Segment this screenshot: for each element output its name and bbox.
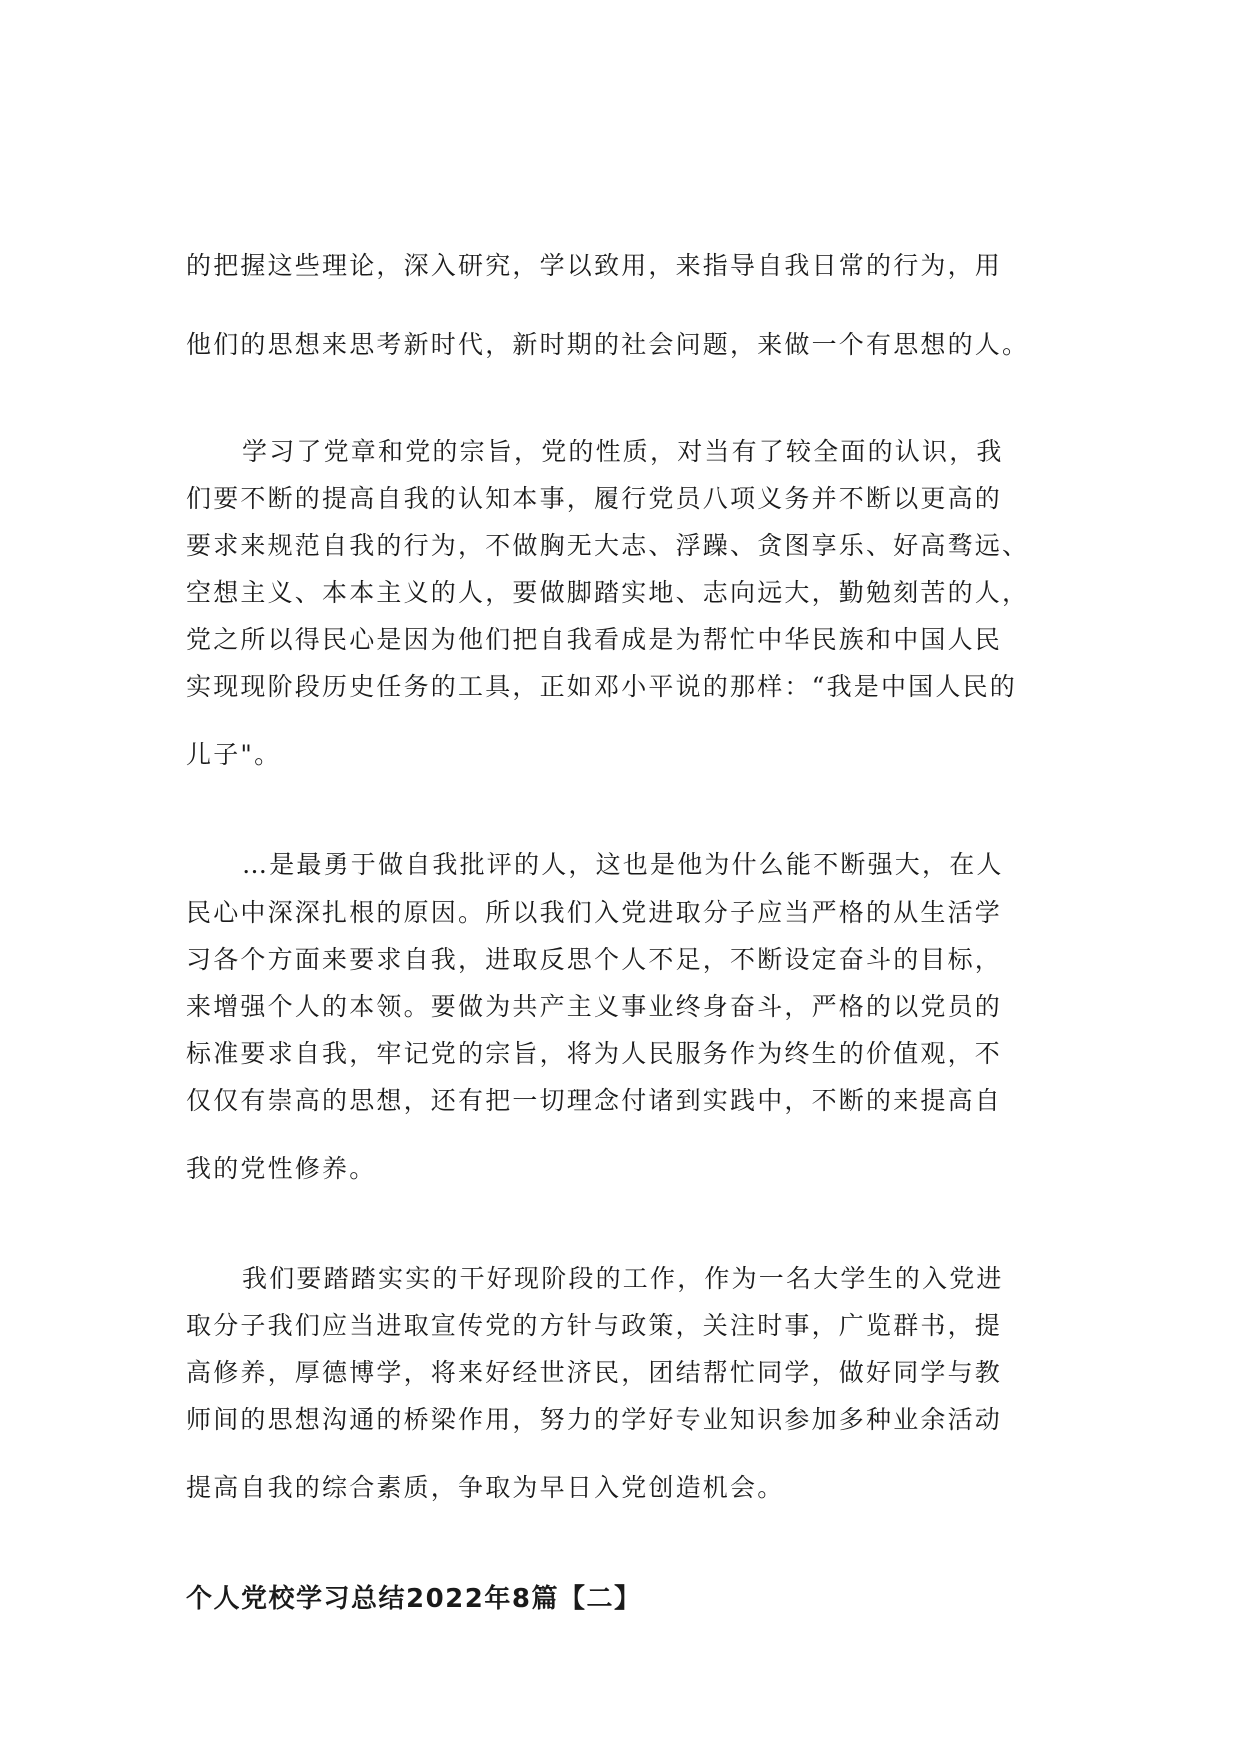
paragraph-4-line-3: 高修养，厚德博学，将来好经世济民，团结帮忙同学，做好同学与教 bbox=[186, 1358, 1003, 1387]
paragraph-2-line-6: 实现现阶段历史任务的工具，正如邓小平说的那样：“我是中国人民的 bbox=[186, 672, 1017, 701]
paragraph-2-line-5: 党之所以得民心是因为他们把自我看成是为帮忙中华民族和中国人民 bbox=[186, 625, 1003, 654]
paragraph-2-line-2: 们要不断的提高自我的认知本事，履行党员八项义务并不断以更高的 bbox=[186, 484, 1003, 513]
section-heading: 个人党校学习总结2022年8篇【二】 bbox=[186, 1584, 642, 1614]
paragraph-3-line-2: 民心中深深扎根的原因。所以我们入党进取分子应当严格的从生活学 bbox=[186, 898, 1003, 927]
paragraph-1-line-1: 的把握这些理论，深入研究，学以致用，来指导自我日常的行为，用 bbox=[186, 251, 1003, 280]
paragraph-1-line-2: 他们的思想来思考新时代，新时期的社会问题，来做一个有思想的人。 bbox=[186, 330, 1030, 359]
paragraph-3-line-3: 习各个方面来要求自我，进取反思个人不足，不断设定奋斗的目标， bbox=[186, 945, 1003, 974]
paragraph-3-line-5: 标准要求自我，牢记党的宗旨，将为人民服务作为终生的价值观，不 bbox=[186, 1039, 1003, 1068]
paragraph-4-line-1: 我们要踏踏实实的干好现阶段的工作，作为一名大学生的入党进 bbox=[242, 1264, 1004, 1293]
paragraph-3-line-7: 我的党性修养。 bbox=[186, 1154, 377, 1183]
paragraph-3-line-1: …是最勇于做自我批评的人，这也是他为什么能不断强大，在人 bbox=[242, 850, 1004, 879]
paragraph-2-line-7: 儿子"。 bbox=[186, 740, 282, 769]
paragraph-4-line-5: 提高自我的综合素质，争取为早日入党创造机会。 bbox=[186, 1473, 785, 1502]
paragraph-3-line-4: 来增强个人的本领。要做为共产主义事业终身奋斗，严格的以党员的 bbox=[186, 992, 1003, 1021]
paragraph-2-line-3: 要求来规范自我的行为，不做胸无大志、浮躁、贪图享乐、好高骛远、 bbox=[186, 531, 1030, 560]
paragraph-4-line-4: 师间的思想沟通的桥梁作用，努力的学好专业知识参加多种业余活动 bbox=[186, 1405, 1003, 1434]
paragraph-4-line-2: 取分子我们应当进取宣传党的方针与政策，关注时事，广览群书，提 bbox=[186, 1311, 1003, 1340]
paragraph-3-line-6: 仅仅有崇高的思想，还有把一切理念付诸到实践中，不断的来提高自 bbox=[186, 1086, 1003, 1115]
paragraph-2-line-1: 学习了党章和党的宗旨，党的性质，对当有了较全面的认识，我 bbox=[242, 437, 1004, 466]
paragraph-2-line-4: 空想主义、本本主义的人，要做脚踏实地、志向远大，勤勉刻苦的人， bbox=[186, 578, 1030, 607]
